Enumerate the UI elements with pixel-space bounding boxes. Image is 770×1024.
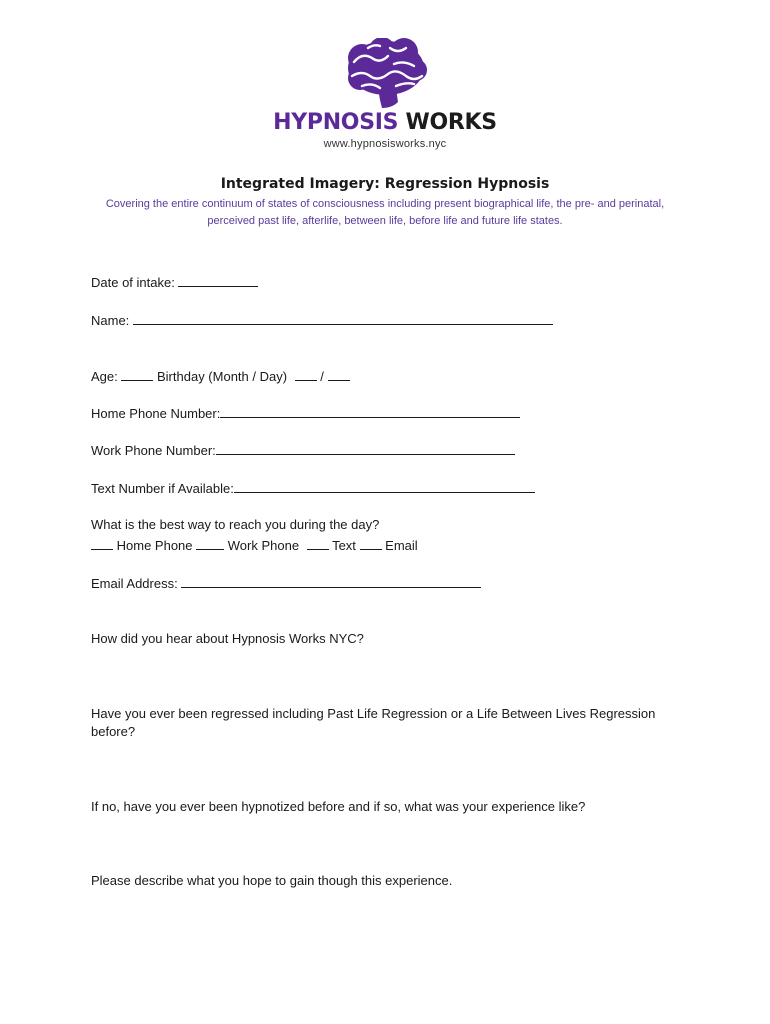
birthday-month-field[interactable] [295,367,317,381]
contact-options-row [91,536,418,555]
date-of-intake-row [91,273,258,292]
name-field[interactable] [133,311,553,325]
work-phone-field[interactable] [216,441,515,455]
brand-name [270,110,500,135]
email-row [91,574,481,593]
text-option-check[interactable] [307,536,329,550]
text-number-field[interactable] [234,479,535,493]
home-phone-row [91,404,520,423]
home-phone-label: Home Phone Number: [91,406,221,421]
regressed-question: Have you ever been regressed including Past Life Regression or a Life Between Lives Regression before? [91,706,656,739]
name-label: Name: [91,313,130,328]
work-phone-option-check[interactable] [196,536,224,550]
heard-about-question: How did you hear about Hypnosis Works NYC? [91,631,364,646]
name-row [91,311,553,330]
brand-url: www.hypnosisworks.nyc [323,138,447,150]
email-field[interactable] [181,574,481,588]
work-phone-option-label: Work Phone [227,538,300,553]
best-way-question: What is the best way to reach you during the day? [91,517,380,532]
date-of-intake-field[interactable] [178,273,258,287]
birthday-day-field[interactable] [328,367,350,381]
date-of-intake-label: Date of intake: [91,275,175,290]
email-option-check[interactable] [360,536,382,550]
email-option-label: Email [385,538,418,553]
age-field[interactable] [121,367,153,381]
birthday-label: Birthday (Month / Day) [157,369,288,384]
hypnotized-question: If no, have you ever been hypnotized before and if so, what was your experience like? [91,799,586,814]
work-phone-label: Work Phone Number: [91,443,216,458]
age-label: Age: [91,369,118,384]
birthday-separator: / [320,369,324,384]
home-phone-field[interactable] [220,404,520,418]
home-phone-option-check[interactable] [91,536,113,550]
logo [270,38,500,153]
brand-word-hypnosis: HYPNOSIS [273,110,399,135]
text-number-row [91,479,535,498]
work-phone-row [91,441,515,460]
form-title: Integrated Imagery: Regression Hypnosis [220,176,550,192]
brand-word-works: WORKS [405,110,497,135]
home-phone-option-label: Home Phone [116,538,193,553]
email-label: Email Address: [91,576,178,591]
text-option-label: Text [332,538,356,553]
text-number-label: Text Number if Available: [91,481,234,496]
age-birthday-row [91,367,350,386]
hope-to-gain-question: Please describe what you hope to gain though this experience. [91,873,453,888]
brain-icon [344,38,428,114]
form-subtitle: Covering the entire continuum of states of consciousness including present biographical life, the pre- and perinatal, perceived past life, afterlife, between life, before life and future life states. [105,198,665,227]
